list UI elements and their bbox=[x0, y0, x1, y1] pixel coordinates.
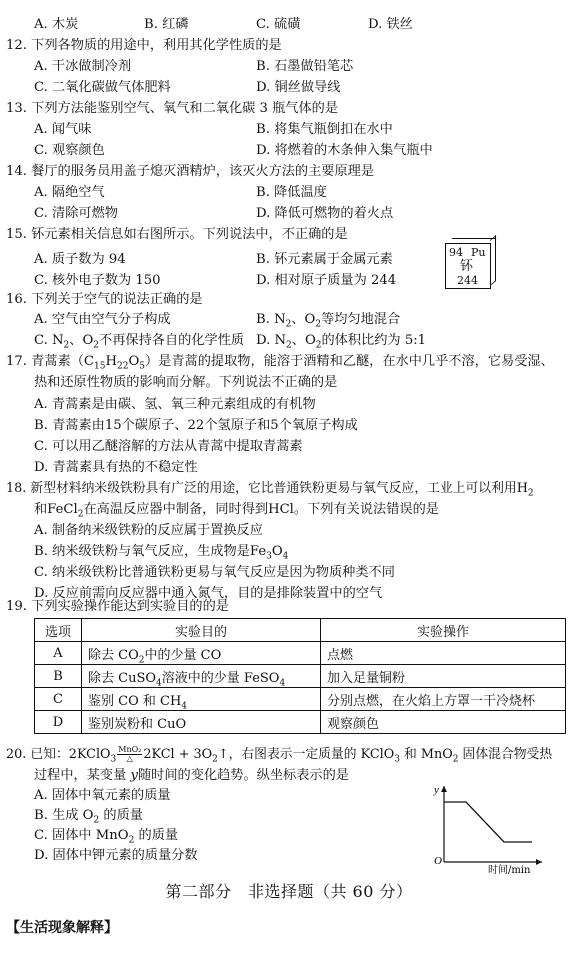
experiment-table bbox=[34, 618, 566, 734]
reaction-condition: $\frac{\text{MnO₂}}{\triangle}$ bbox=[118, 745, 142, 763]
q18-option-d: D. 反应前需向反应器中通入氮气，目的是排除装置中的空气 bbox=[34, 586, 383, 601]
q14-option-b: B. 降低温度 bbox=[256, 185, 327, 200]
q13-option-a: A. 闻气味 bbox=[34, 122, 92, 137]
q15-option-c: C. 核外电子数为 150 bbox=[34, 273, 161, 288]
table-row bbox=[35, 711, 566, 734]
cell-element-name: 钚 bbox=[460, 259, 474, 274]
header-option: 选项 bbox=[35, 619, 82, 642]
cell-atomic-mass: 244 bbox=[457, 274, 478, 287]
q13-stem: 13. 下列方法能鉴别空气、氧气和二氧化碳 3 瓶气体的是 bbox=[6, 101, 339, 116]
q17-stem-line2: 热和还原性物质的影响而分解。下列说法不正确的是 bbox=[34, 375, 338, 390]
q12-option-d: D. 铜丝做导线 bbox=[256, 80, 341, 95]
q14-option-c: C. 清除可燃物 bbox=[34, 206, 118, 221]
header-operation: 实验操作 bbox=[321, 619, 566, 642]
q13-option-b: B. 将集气瓶倒扣在水中 bbox=[256, 122, 393, 137]
q19-stem: 19. 下列实验操作能达到实验目的的是 bbox=[6, 599, 229, 614]
q13-option-c: C. 观察颜色 bbox=[34, 143, 105, 158]
cell-symbol: Pu bbox=[471, 246, 486, 259]
q17-option-c: C. 可以用乙醚溶解的方法从青蒿中提取青蒿素 bbox=[34, 439, 303, 454]
row-option: C bbox=[35, 688, 82, 711]
q14-option-d: D. 降低可燃物的着火点 bbox=[256, 206, 394, 221]
q17-option-b: B. 青蒿素由15个碳原子、22个氢原子和5个氧原子构成 bbox=[34, 418, 358, 433]
q15-stem: 15. 钚元素相关信息如右图所示。下列说法中，不正确的是 bbox=[6, 227, 348, 242]
q20-option-c: C. 固体中 MnO$_2$ 的质量 bbox=[34, 828, 179, 846]
table-row bbox=[35, 665, 566, 688]
q12-stem: 12. 下列各物质的用途中，利用其化学性质的是 bbox=[6, 38, 282, 53]
q12-option-a: A. 干冰做制冷剂 bbox=[34, 59, 132, 74]
q20-option-d: D. 固体中钾元素的质量分数 bbox=[34, 848, 198, 863]
section-heading: 第二部分 非选择题（共 60 分） bbox=[165, 882, 413, 901]
row-operation: 观察颜色 bbox=[321, 711, 566, 734]
q16-option-c: C. $N_2$、$O_2$不再保持各自的化学性质 bbox=[34, 333, 245, 351]
q15-option-b: B. 钚元素属于金属元素 bbox=[256, 252, 393, 267]
header-goal: 实验目的 bbox=[82, 619, 321, 642]
q18-option-b: B. 纳米级铁粉与氧气反应，生成物是$Fe_3O_4$ bbox=[34, 544, 289, 562]
q11-option-b: B. 红磷 bbox=[144, 17, 189, 32]
origin-label: O bbox=[434, 855, 442, 867]
table-row bbox=[35, 688, 566, 711]
q16-stem: 16. 下列关于空气的说法正确的是 bbox=[6, 292, 203, 307]
element-cell-plutonium bbox=[445, 243, 491, 289]
y-axis-arrow bbox=[441, 786, 447, 792]
q18-option-a: A. 制备纳米级铁粉的反应属于置换反应 bbox=[34, 523, 263, 538]
cell-top-edge bbox=[447, 238, 496, 244]
q20-stem-line1: 20. 已知：2KClO$_3$ $\frac{\text{MnO₂}}{\triangle}$ $2KCl + 3O_2↑$，右图表示一定质量的 KClO$_3$ 和 MnO$_2$ 固体混合物受热 bbox=[6, 745, 553, 765]
row-goal: 除去 $CO_2$中的少量 CO bbox=[82, 642, 321, 665]
q20-option-b: B. 生成 $O_2$ 的质量 bbox=[34, 808, 143, 826]
row-option: A bbox=[35, 642, 82, 665]
row-operation: 加入足量铜粉 bbox=[321, 665, 566, 688]
row-operation: 点燃 bbox=[321, 642, 566, 665]
table-row bbox=[35, 642, 566, 665]
trend-curve bbox=[444, 802, 532, 842]
q17-option-a: A. 青蒿素是由碳、氢、氧三种元素组成的有机物 bbox=[34, 397, 316, 412]
row-option: D bbox=[35, 711, 82, 734]
q16-option-b: B. $N_2$、$O_2$等均匀地混合 bbox=[256, 312, 401, 330]
subsection-title: 【生活现象解释】 bbox=[6, 920, 118, 936]
row-option: B bbox=[35, 665, 82, 688]
q15-option-a: A. 质子数为 94 bbox=[34, 252, 126, 267]
row-goal: 除去 CuSO$_4$溶液中的少量 FeSO$_4$ bbox=[82, 665, 321, 688]
q17-option-d: D. 青蒿素具有热的不稳定性 bbox=[34, 460, 198, 475]
q14-option-a: A. 隔绝空气 bbox=[34, 185, 105, 200]
q18-stem-line2: 和FeCl$_2$在高温反应器中制备，同时得到HCl。下列有关说法错误的是 bbox=[34, 502, 439, 520]
x-axis-arrow bbox=[536, 859, 542, 865]
x-axis-label: 时间/min bbox=[488, 865, 531, 875]
q13-option-d: D. 将燃着的木条伸入集气瓶中 bbox=[256, 143, 433, 158]
q12-option-c: C. 二氧化碳做气体肥料 bbox=[34, 80, 171, 95]
q11-option-a: A. 木炭 bbox=[34, 17, 79, 32]
q16-option-d: D. $N_2$、$O_2$的体积比约为 5:1 bbox=[256, 333, 427, 351]
q16-option-a: A. 空气由空气分子构成 bbox=[34, 312, 171, 327]
y-vs-time-graph bbox=[428, 780, 548, 875]
q20-option-a: A. 固体中氧元素的质量 bbox=[34, 788, 171, 803]
q20-stem-line2: 过程中，某变量 y随时间的变化趋势。纵坐标表示的是 bbox=[34, 768, 349, 783]
q17-stem-line1: 17. 青蒿素$(C_{15}H_{22}O_5)$是青蒿的提取物，能溶于酒精和乙醚，在水中几乎不溶，它易受湿、 bbox=[6, 354, 554, 372]
y-axis-label: y bbox=[434, 784, 439, 796]
row-goal: 鉴别炭粉和 CuO bbox=[82, 711, 321, 734]
q11-option-d: D. 铁丝 bbox=[368, 17, 413, 32]
q11-option-c: C. 硫磺 bbox=[256, 17, 301, 32]
cell-atomic-number: 94 bbox=[449, 246, 463, 259]
q18-option-c: C. 纳米级铁粉比普通铁粉更易与氧气反应是因为物质种类不同 bbox=[34, 565, 395, 580]
row-operation: 分别点燃，在火焰上方罩一干冷烧杯 bbox=[321, 688, 566, 711]
q12-option-b: B. 石墨做铅笔芯 bbox=[256, 59, 354, 74]
q18-stem-line1: 18. 新型材料纳米级铁粉具有广泛的用途，它比普通铁粉更易与氧气反应，工业上可以利用$H_2$ bbox=[6, 481, 534, 499]
table-header-row bbox=[35, 619, 566, 642]
q15-option-d: D. 相对原子质量为 244 bbox=[256, 273, 397, 288]
q14-stem: 14. 餐厅的服务员用盖子熄灭酒精炉，该灭火方法的主要原理是 bbox=[6, 164, 375, 179]
row-goal: 鉴别 CO 和 $CH_4$ bbox=[82, 688, 321, 711]
